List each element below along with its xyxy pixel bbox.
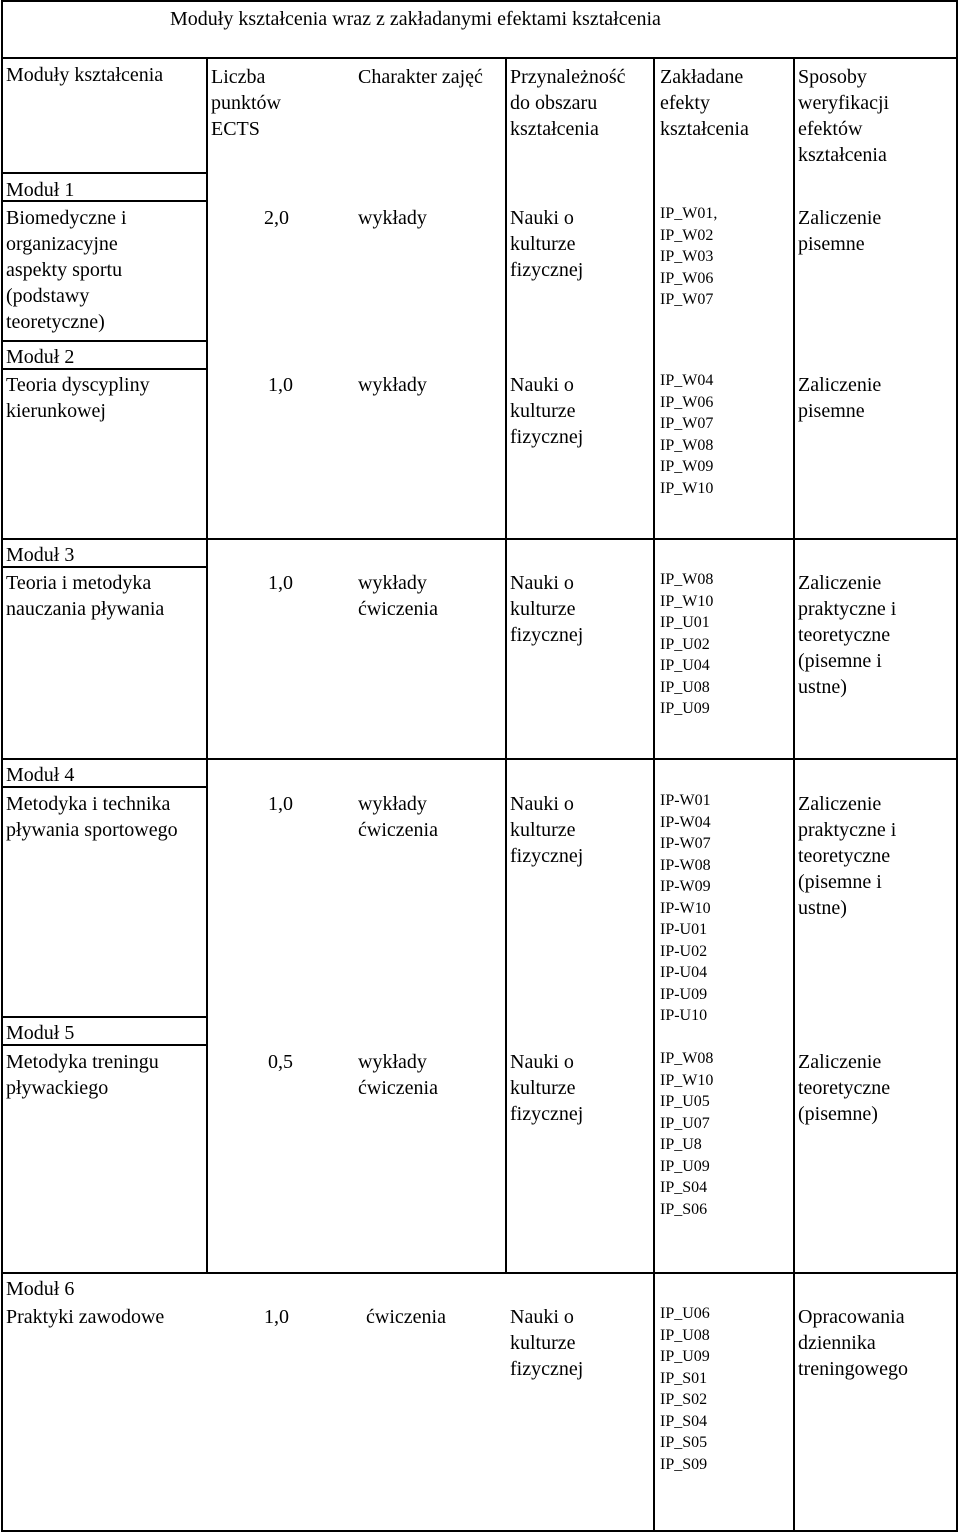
module-name: Metodyka treningu pływackiego [6, 1051, 159, 1099]
rule-above-module3 [1, 538, 958, 540]
class-type: wykłady [358, 374, 427, 396]
verification-method: Opracowania dziennika treningowego [798, 1306, 908, 1380]
module-label: Moduł 5 [6, 1022, 75, 1044]
class-type: ćwiczenia [366, 1306, 446, 1328]
study-area: Nauki o kulturze fizycznej [510, 1051, 584, 1125]
ects-value: 2,0 [264, 207, 289, 229]
rule-under-title [1, 57, 958, 59]
module-label: Moduł 4 [6, 764, 75, 786]
module-label: Moduł 1 [6, 179, 75, 201]
page-title: Moduły kształcenia wraz z zakładanymi efektami kształcenia [170, 8, 661, 30]
verification-method: Zaliczenie praktyczne i teoretyczne (pisemne i ustne) [798, 572, 897, 698]
effect-codes: IP_W08 IP_W10 IP_U01 IP_U02 IP_U04 IP_U08 IP_U09 [660, 571, 714, 717]
ects-value: 1,0 [268, 374, 293, 396]
effect-codes: IP_W01, IP_W02 IP_W03 IP_W06 IP_W07 [660, 205, 718, 308]
module-name: Praktyki zawodowe [6, 1306, 165, 1328]
ects-value: 1,0 [268, 572, 293, 594]
effect-codes: IP-W01 IP-W04 IP-W07 IP-W08 IP-W09 IP-W10 IP-U01 IP-U02 IP-U04 IP-U09 IP-U10 [660, 792, 711, 1024]
module-label: Moduł 6 [6, 1278, 75, 1300]
header-modules: Moduły kształcenia [6, 64, 164, 86]
effect-codes: IP_W04 IP_W06 IP_W07 IP_W08 IP_W09 IP_W10 [660, 372, 714, 497]
study-area: Nauki o kulturze fizycznej [510, 1306, 584, 1380]
verification-method: Zaliczenie pisemne [798, 207, 882, 255]
rule-above-module2 [1, 340, 207, 342]
rule-above-module5 [1, 1016, 207, 1018]
verification-method: Zaliczenie praktyczne i teoretyczne (pisemne i ustne) [798, 793, 897, 919]
ects-value: 0,5 [268, 1051, 293, 1073]
header-verification: Sposoby weryfikacji efektów kształcenia [798, 66, 890, 166]
study-area: Nauki o kulturze fizycznej [510, 572, 584, 646]
module-name: Teoria i metodyka nauczania pływania [6, 572, 165, 620]
verification-method: Zaliczenie pisemne [798, 374, 882, 422]
rule-under-header [1, 172, 207, 174]
rule-above-module6 [1, 1272, 958, 1274]
effect-codes: IP_U06 IP_U08 IP_U09 IP_S01 IP_S02 IP_S04 IP_S05 IP_S09 [660, 1305, 710, 1473]
col-rule-2 [505, 57, 507, 1272]
col-rule-4 [793, 57, 795, 1532]
ects-value: 1,0 [264, 1306, 289, 1328]
header-effects: Zakładane efekty kształcenia [660, 66, 749, 140]
study-area: Nauki o kulturze fizycznej [510, 374, 584, 448]
study-area: Nauki o kulturze fizycznej [510, 207, 584, 281]
class-type: wykłady [358, 207, 427, 229]
class-type: wykłady ćwiczenia [358, 572, 438, 620]
col-rule-3 [653, 57, 655, 1532]
module-label: Moduł 2 [6, 346, 75, 368]
module-name: Biomedyczne i organizacyjne aspekty sportu (podstawy teoretyczne) [6, 207, 127, 333]
ects-value: 1,0 [268, 793, 293, 815]
study-area: Nauki o kulturze fizycznej [510, 793, 584, 867]
header-area: Przynależność do obszaru kształcenia [510, 66, 626, 140]
class-type: wykłady ćwiczenia [358, 1051, 438, 1099]
rule-above-module4 [1, 758, 958, 760]
module-label: Moduł 3 [6, 544, 75, 566]
module-name: Metodyka i technika pływania sportowego [6, 793, 178, 841]
header-type: Charakter zajęć [358, 66, 483, 88]
col-rule-1 [206, 57, 208, 1272]
effect-codes: IP_W08 IP_W10 IP_U05 IP_U07 IP_U8 IP_U09 IP_S04 IP_S06 [660, 1050, 714, 1218]
class-type: wykłady ćwiczenia [358, 793, 438, 841]
module-name: Teoria dyscypliny kierunkowej [6, 374, 150, 422]
header-ects: Liczba punktów ECTS [211, 66, 281, 140]
verification-method: Zaliczenie teoretyczne (pisemne) [798, 1051, 891, 1125]
